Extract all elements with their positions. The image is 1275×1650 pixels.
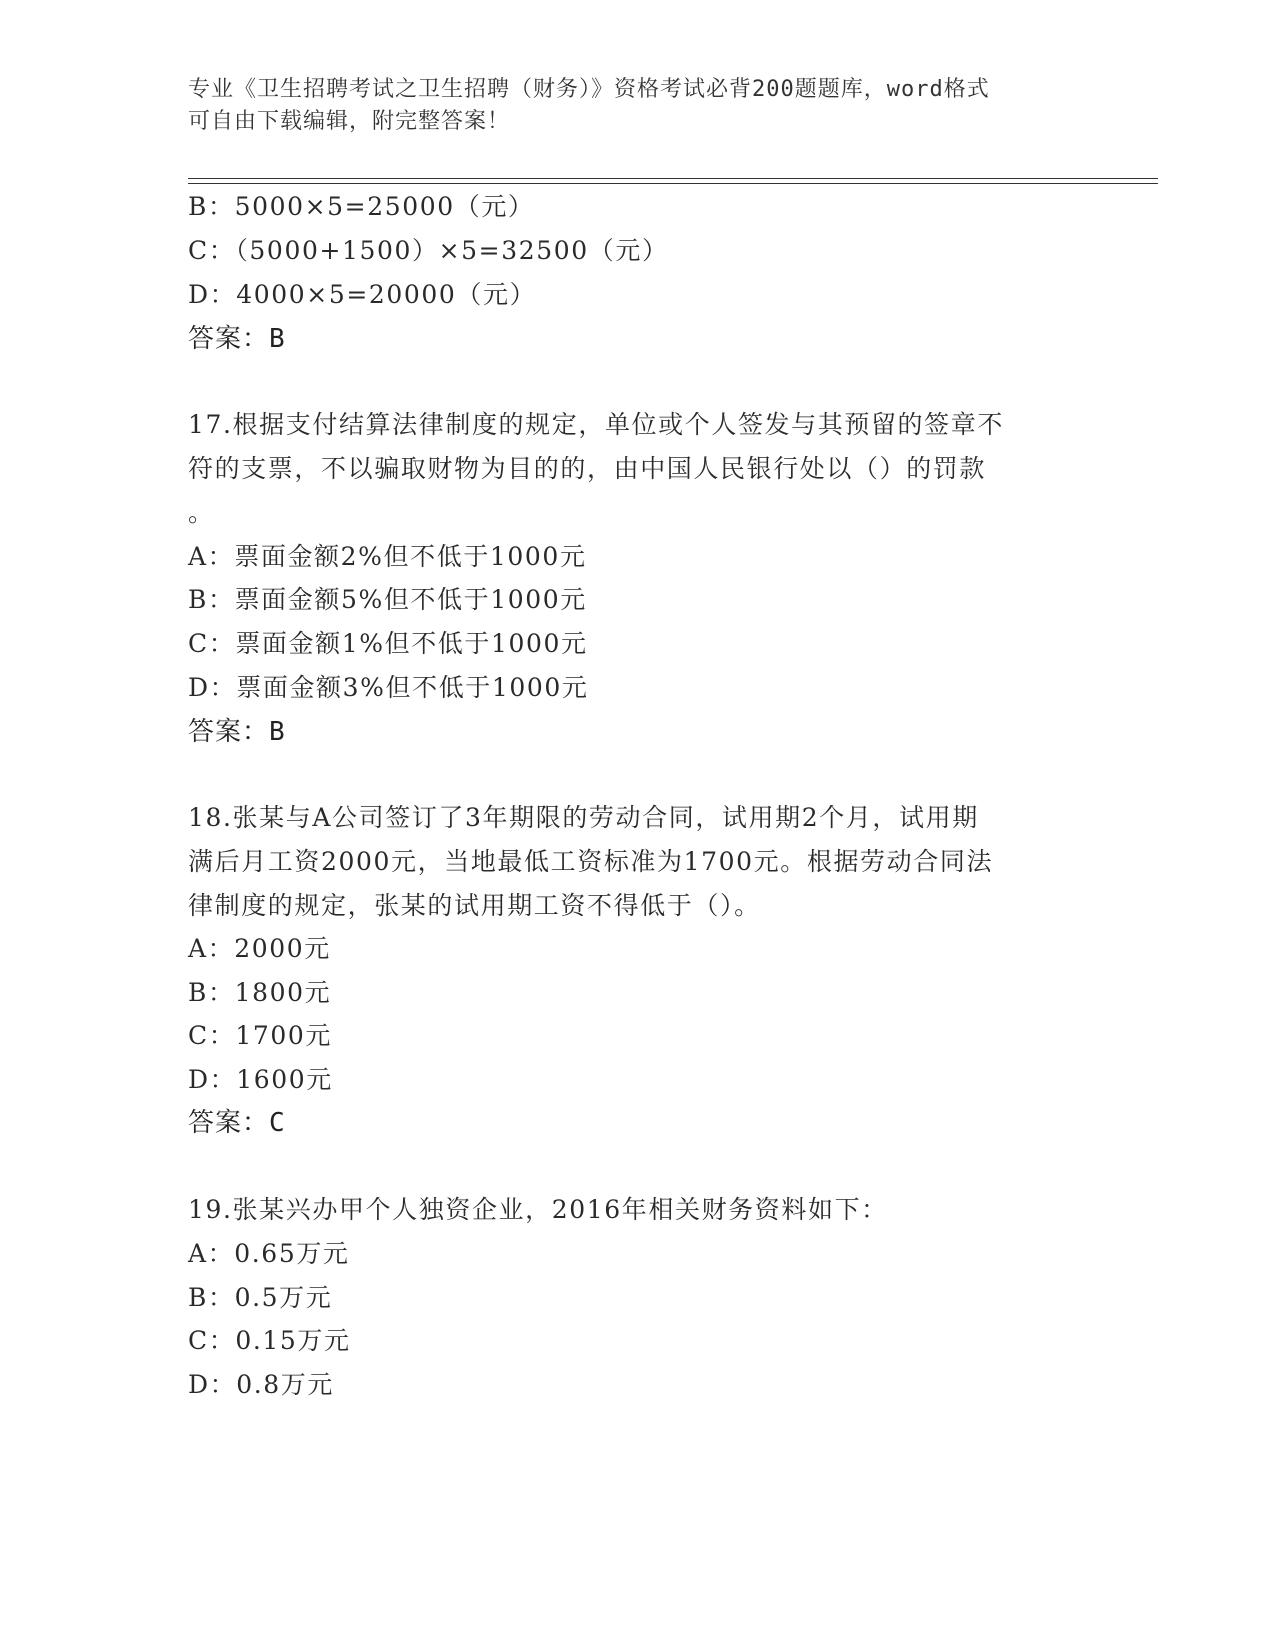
q18-option-a: A：2000元 [188,934,331,963]
q17-option-b: B：票面金额5%但不低于1000元 [188,585,587,614]
q18-option-c: C：1700元 [188,1021,332,1050]
q16-option-d: D：4000×5=20000（元） [188,280,537,309]
header-line-1: 专业《卫生招聘考试之卫生招聘（财务）》资格考试必背200题题库，word格式 [188,77,990,102]
q17-answer: 答案：B [188,717,286,747]
q18-option-d: D：1600元 [188,1065,333,1094]
q16-option-c: C：（5000+1500）×5=32500（元） [188,236,669,265]
header-divider-bottom [188,183,1158,184]
q16-option-b: B：5000×5=25000（元） [188,192,535,221]
q19-option-b: B：0.5万元 [188,1283,333,1312]
q19-stem-line-1: 19.张某兴办甲个人独资企业，2016年相关财务资料如下： [188,1195,888,1224]
header-divider-top [188,178,1158,179]
q17-option-c: C：票面金额1%但不低于1000元 [188,629,588,658]
document-header [188,74,1068,138]
q17-stem-line-3: 。 [188,498,215,527]
q18-option-b: B：1800元 [188,978,332,1007]
q19-option-a: A：0.65万元 [188,1239,350,1268]
q17-option-d: D：票面金额3%但不低于1000元 [188,673,589,702]
q16-answer: 答案：B [188,324,286,354]
q19-option-d: D：0.8万元 [188,1370,335,1399]
header-line-2: 可自由下载编辑，附完整答案！ [188,109,511,134]
q19-option-c: C：0.15万元 [188,1326,351,1355]
q18-answer: 答案：C [188,1108,286,1138]
q17-stem-line-2: 符的支票，不以骗取财物为目的的，由中国人民银行处以（）的罚款 [188,454,987,483]
q18-stem-line-1: 18.张某与A公司签订了3年期限的劳动合同，试用期2个月，试用期 [188,803,979,832]
q17-option-a: A：票面金额2%但不低于1000元 [188,542,587,571]
q17-stem-line-1: 17.根据支付结算法律制度的规定，单位或个人签发与其预留的签章不 [188,410,1004,439]
q18-stem-line-3: 律制度的规定，张某的试用期工资不得低于（）。 [188,891,761,920]
q18-stem-line-2: 满后月工资2000元，当地最低工资标准为1700元。根据劳动合同法 [188,847,994,876]
